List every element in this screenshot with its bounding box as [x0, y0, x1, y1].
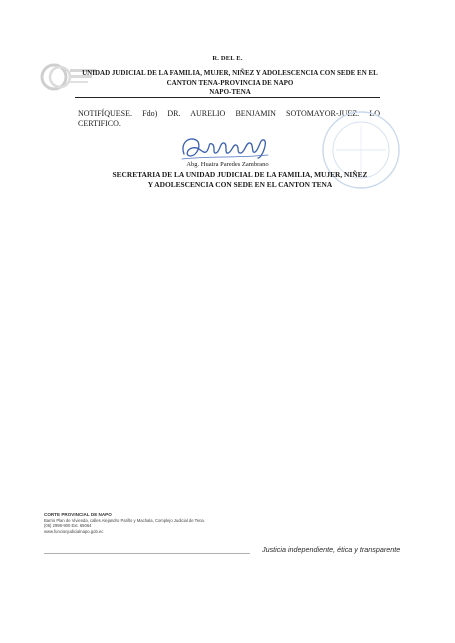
- header-line-2: CANTON TENA-PROVINCIA DE NAPO: [166, 78, 294, 87]
- footer-divider: [44, 553, 250, 554]
- notice-text: NOTIFÍQUESE. Fdo) DR. AURELIO BENJAMIN SOTOMAYOR-JUEZ. LO: [78, 109, 380, 118]
- handwritten-signature: [178, 132, 272, 164]
- header-line-1: UNIDAD JUDICIAL DE LA FAMILIA, MUJER, NIÑEZ Y ADOLESCENCIA CON SEDE EN EL: [82, 69, 378, 77]
- footer-web: www.funcionjudicialnapo.gob.ec: [44, 528, 104, 534]
- footer-title: CORTE PROVINCIAL DE NAPO: [44, 512, 112, 517]
- header-divider: [75, 97, 380, 98]
- notice-text-continued: CERTIFICO.: [78, 119, 121, 128]
- secretary-line-1: SECRETARIA DE LA UNIDAD JUDICIAL DE LA FAMILIA, MUJER, NIÑEZ: [112, 170, 368, 179]
- court-header: [70, 69, 390, 98]
- header-line-3: NAPO-TENA: [209, 88, 251, 97]
- signer-name: Abg. Huaira Paredes Zambrano: [186, 161, 269, 168]
- footer-address: Barrio Plan de Vivienda, calles Alejandro Patiño y Machala, Complejo Judicial de Tena.: [44, 518, 205, 523]
- secretary-title: [95, 170, 385, 190]
- reference-code: R. DEL E.: [212, 55, 243, 62]
- secretary-line-2: Y ADOLESCENCIA CON SEDE EN EL CANTON TENA: [147, 180, 333, 189]
- footer-phone: (06) 2998-900 Ext. 65064: [44, 523, 92, 529]
- footer-motto: Justicia independiente, ética y transparente: [262, 545, 401, 554]
- footer-contact: [44, 512, 284, 534]
